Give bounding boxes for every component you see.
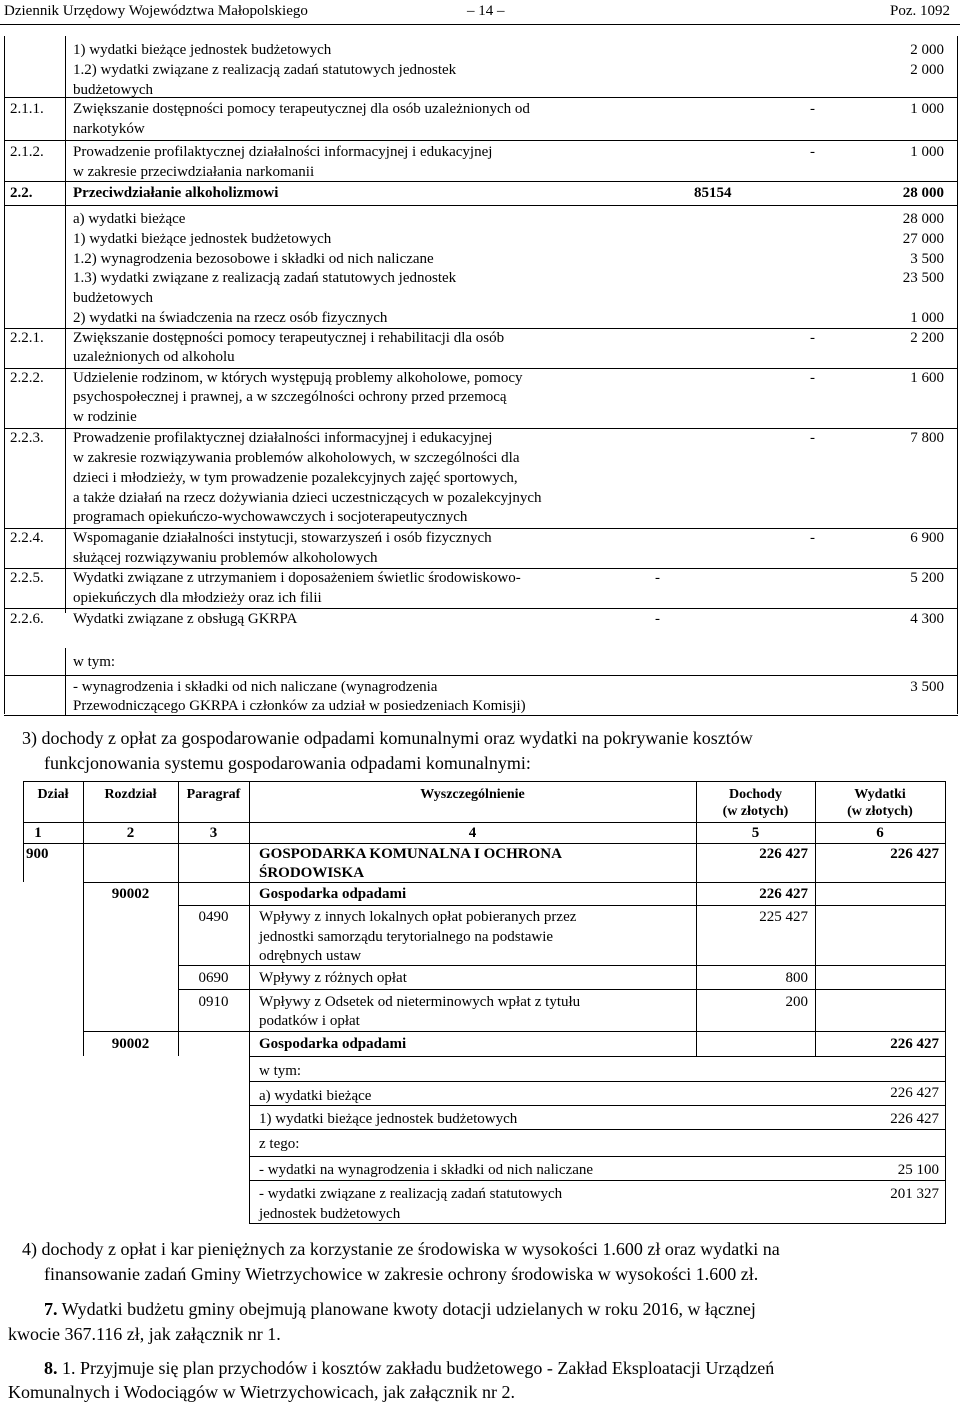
header-wyszczegolnienie: Wyszczególnienie [420, 787, 525, 802]
table-row: - wynagrodzenia i składki od nich naliczane (wynagrodzenia Przewodniczącego GKRPA i członków za udział w posiedzeniach Komisji) 3 500 [4, 675, 958, 716]
table-row: 1) wydatki bieżące jednostek budżetowych 1.2) wydatki związane z realizacją zadań statutowych jednostek budżetowych 2 000 2 000 [4, 36, 958, 98]
table-row: 2.1.2. Prowadzenie profilaktycznej działalności informacyjnej i edukacyjnej w zakresie przeciwdziałania narkomanii - 1 000 [4, 140, 958, 182]
table-row: 2.2.2. Udzielenie rodzinom, w których występują problemy alkoholowe, pomocy psychospołecznej i prawnej, a w szczególności ochrony przed przemocą w rodzinie - 1 600 [4, 368, 958, 429]
header-dochody: Dochody [729, 787, 782, 802]
header-paragraf: Paragraf [186, 787, 241, 802]
header-wydatki: Wydatki [854, 787, 906, 802]
table-row: 2.1.1. Zwiększanie dostępności pomocy terapeutycznej dla osób uzależnionych od narkotyków - 1 000 [4, 97, 958, 141]
table-row: w tym: [4, 648, 958, 676]
page-header [0, 0, 960, 25]
table-row: 2.2. Przeciwdziałanie alkoholizmowi 85154 28 000 [4, 181, 958, 206]
paragraph-3-line2: funkcjonowania systemu gospodarowania odpadami komunalnymi: [44, 753, 531, 773]
page-number: – 14 – [467, 3, 505, 19]
expenses-table [4, 36, 960, 714]
section-8-line2: Komunalnych i Wodociągów w Wietrzychowicach, jak załącznik nr 2. [8, 1382, 515, 1402]
table-row: 2.2.1. Zwiększanie dostępności pomocy terapeutycznej i rehabilitacji dla osób uzależnionych od alkoholu - 2 200 [4, 328, 958, 369]
position-number: Poz. 1092 [890, 3, 950, 19]
paragraph-3-line1: 3) dochody z opłat za gospodarowanie odpadami komunalnymi oraz wydatki na pokrywanie kosztów [22, 728, 753, 748]
paragraph-4-line1: 4) dochody z opłat i kar pieniężnych za korzystanie ze środowiska w wysokości 1.600 zł oraz wydatki na [22, 1239, 780, 1259]
section-7-line1: 7. Wydatki budżetu gminy obejmują planowane kwoty dotacji udzielanych w roku 2016, w łącznej [44, 1299, 756, 1319]
table-row: 2.2.6. Wydatki związane z obsługą GKRPA - 4 300 [10, 611, 944, 627]
paragraph-4-line2: finansowanie zadań Gminy Wietrzychowice w zakresie ochrony środowiska w wysokości 1.600 zł. [44, 1264, 759, 1284]
header-dzial: Dział [37, 787, 69, 802]
section-8-number: 8. [44, 1358, 58, 1378]
waste-management-table: Dział Rozdział Paragraf Wyszczególnienie Dochody (w złotych) Wydatki (w złotych) 1 2 3 4 5 6 900 GOSPODARKA KOMUNALNA I OCHRONA ŚRODOWISKA 226 427 226 427 90002 Gospodarka odpadami 226 427 0490 Wpływy z innych lokalnych opłat pobieranych przez jednostki samorządu terytorialnego na podstawie odrębnych ustaw 225 427 0690 Wpływy z różnych opłat 800 0910 Wpływy z Odsetek od nieterminowych wpłat z tytułu podatków i opłat 200 90002 Gospodarka odpadami 226 427 w tym: a) wydatki bieżące 226 427 1) wydatki bieżące jednostek budżetowych 226 427 z tego: - wydatki na wynagrodzenia i składki od nich naliczane 25 100 - wydatki związane z realizacją zadań statutowych jednostek budżetowych 201 327 [23, 781, 946, 1237]
table-row: a) wydatki bieżące 1) wydatki bieżące jednostek budżetowych 1.2) wynagrodzenia bezosobowe i składki od nich naliczane 1.3) wydatki związane z realizacją zadań statutowych jednostek budżetowych 2) wydatki na świadczenia na rzecz osób fizycznych 28 000 27 000 3 500 23 500 1 000 [4, 205, 958, 329]
section-7-number: 7. [44, 1299, 58, 1319]
section-7-line2: kwocie 367.116 zł, jak załącznik nr 1. [8, 1324, 281, 1344]
table-row: 2.2.3. Prowadzenie profilaktycznej działalności informacyjnej i edukacyjnej w zakresie rozwiązywania problemów alkoholowych, w szczególności dla dzieci i młodzieży, w tym prowadzenie pozalekcyjnych zajęć sportowych, a także działań na rzecz dożywiania dzieci uczestniczących w pozalekcyjnych programach opiekuńczo-wychowawczych i socjoterapeutycznych - 7 800 [4, 428, 958, 529]
table-row: 2.2.4. Wspomaganie działalności instytucji, stowarzyszeń i osób fizycznych służącej rozwiązywaniu problemów alkoholowych - 6 900 [4, 528, 958, 569]
journal-title: Dziennik Urzędowy Województwa Małopolskiego [4, 3, 308, 19]
header-rozdzial: Rozdział [104, 787, 157, 802]
table-row: 2.2.5. Wydatki związane z utrzymaniem i doposażeniem świetlic środowiskowo- opiekuńczych dla młodzieży oraz ich filii - 5 200 [4, 568, 958, 609]
section-8-line1: 8. 1. Przyjmuje się plan przychodów i kosztów zakładu budżetowego - Zakład Eksploatacji Urządzeń [44, 1358, 775, 1378]
dzial-900: 900 [26, 846, 49, 862]
